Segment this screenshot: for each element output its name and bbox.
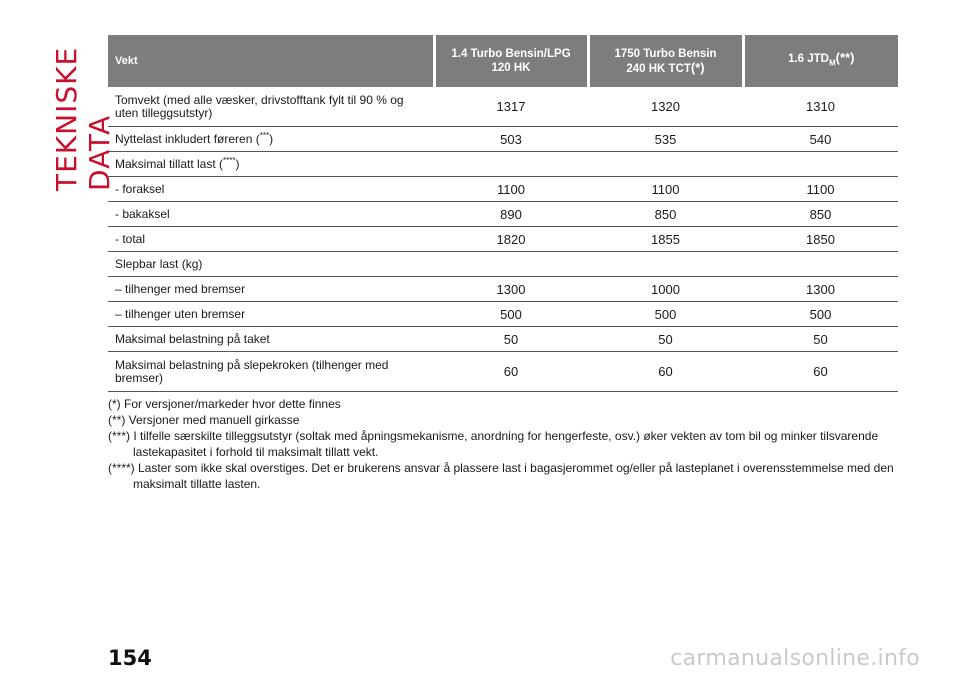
table-row [108,302,898,327]
footnotes [108,396,898,492]
row-label: - bakaksel [108,202,434,227]
cell-engine-1: 503 [434,127,588,152]
footnote-mark: (*) [108,397,121,411]
table-row [108,87,898,127]
row-label: Tomvekt (med alle væsker, drivstofftank fylt til 90 % og uten tilleggsutstyr) [108,87,434,127]
row-label-cell [108,127,434,152]
header-engine-1-line1: 1.4 Turbo Bensin/LPG [451,48,571,60]
cell-engine-1: 50 [434,327,588,352]
table-row [108,152,898,177]
cell-engine-2: 50 [588,327,743,352]
header-engine-2-line1: 1750 Turbo Bensin [614,47,717,60]
header-weight-label: Vekt [115,55,138,67]
cell-engine-2: 60 [588,352,743,392]
header-engine-3-sub: M [828,58,836,68]
row-label-cell [108,152,434,177]
footnote-mark: (***) [108,429,131,443]
row-label: - total [108,227,434,252]
row-label-close: ) [235,156,240,171]
footnote-mark: (****) [108,461,135,475]
table-row [108,127,898,152]
watermark: carmanualsonline.info [670,646,920,671]
cell-engine-3: 500 [743,302,898,327]
cell-engine-3: 850 [743,202,898,227]
cell-engine-3: 1300 [743,277,898,302]
cell-engine-2: 850 [588,202,743,227]
cell-engine-3: 1100 [743,177,898,202]
cell-engine-2 [588,152,743,177]
cell-engine-2: 535 [588,127,743,152]
header-engine-1-line2: 120 HK [491,62,531,74]
footnote [108,428,898,460]
cell-engine-2: 1000 [588,277,743,302]
page-number: 154 [108,646,152,670]
cell-engine-2: 500 [588,302,743,327]
footnote-text: For versjoner/markeder hvor dette finnes [120,397,341,411]
row-label: Maksimal belastning på slepekroken (tilhenger med bremser) [108,352,434,392]
table-header-row [108,35,898,87]
cell-engine-1: 1317 [434,87,588,127]
footnote-text: Versjoner med manuell girkasse [125,413,300,427]
table-row [108,352,898,392]
cell-engine-3: 1850 [743,227,898,252]
cell-engine-3 [743,152,898,177]
table-row [108,227,898,252]
row-label: – tilhenger uten bremser [108,302,434,327]
header-engine-2-mark: (*) [690,59,705,75]
footnote [108,412,898,428]
cell-engine-2: 1320 [588,87,743,127]
header-engine-3 [743,35,898,87]
row-label: - foraksel [108,177,434,202]
section-title: TEKNISKE DATA [50,46,116,191]
row-label: Nyttelast inkludert føreren ( [115,131,260,146]
table-row [108,327,898,352]
header-engine-3-main: 1.6 JTD [788,53,829,66]
cell-engine-2: 1855 [588,227,743,252]
cell-engine-3: 540 [743,127,898,152]
weights-table [108,35,898,392]
header-weight [108,35,434,87]
header-engine-2-line2: 240 HK TCT [626,62,691,75]
cell-engine-3: 60 [743,352,898,392]
cell-engine-1: 1100 [434,177,588,202]
cell-engine-1: 500 [434,302,588,327]
row-label: – tilhenger med bremser [108,277,434,302]
cell-engine-2 [588,252,743,277]
header-engine-1 [434,35,588,87]
cell-engine-1: 1820 [434,227,588,252]
cell-engine-1: 890 [434,202,588,227]
table-row [108,252,898,277]
row-label: Slepbar last (kg) [108,252,434,277]
footnote-mark: **** [223,155,236,165]
cell-engine-2: 1100 [588,177,743,202]
table-row [108,177,898,202]
cell-engine-1 [434,152,588,177]
footnote [108,396,898,412]
header-engine-2 [588,35,743,87]
cell-engine-1: 60 [434,352,588,392]
footnote-text: Laster som ikke skal overstiges. Det er brukerens ansvar å plassere last i bagasjerommet og/eller på lasteplanet i overensstemmelse med den maksimalt tillatte lasten. [133,461,894,491]
table-row [108,202,898,227]
row-label: Maksimal belastning på taket [108,327,434,352]
cell-engine-1 [434,252,588,277]
header-engine-3-mark: (**) [835,50,855,66]
cell-engine-3: 1310 [743,87,898,127]
page-content [108,35,898,492]
row-label: Maksimal tillatt last ( [115,156,224,171]
footnote-mark: *** [259,130,270,140]
table-row [108,277,898,302]
cell-engine-3: 50 [743,327,898,352]
footnote [108,460,898,492]
cell-engine-3 [743,252,898,277]
row-label-close: ) [269,131,274,146]
footnote-text: I tilfelle særskilte tilleggsutstyr (soltak med åpningsmekanisme, anordning for hengerfeste, osv.) øker vekten av tom bil og minker tilsvarende lastekapasitet i forhold til maksimalt tillatt vekt. [130,429,879,459]
cell-engine-1: 1300 [434,277,588,302]
footnote-mark: (**) [108,413,126,427]
